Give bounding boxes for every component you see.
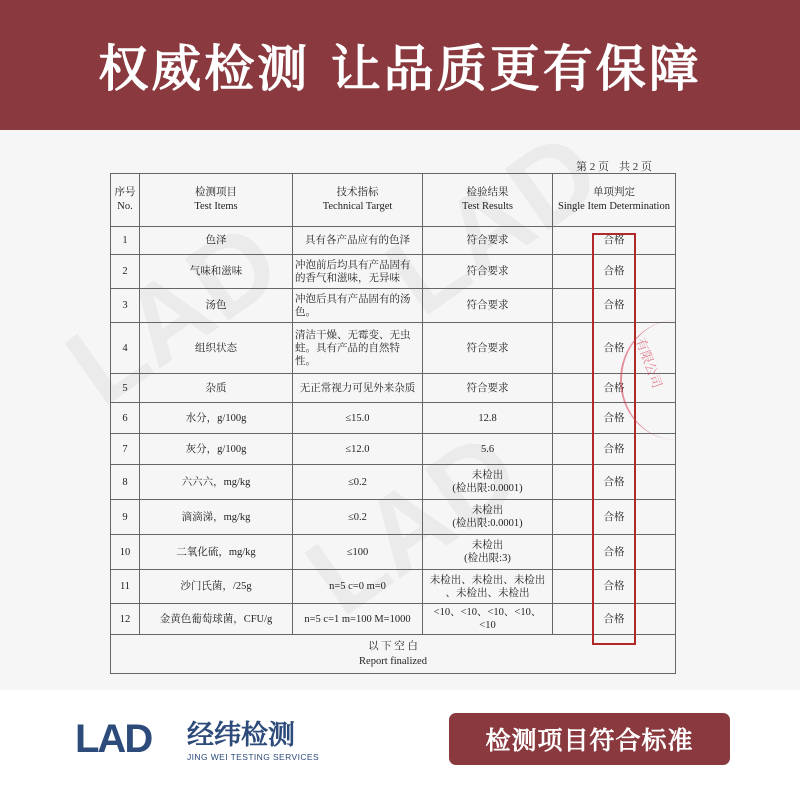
determination: 合格 [553, 403, 676, 434]
table-row [111, 227, 676, 255]
determination: 合格 [553, 227, 676, 255]
table-row [111, 434, 676, 465]
page-current: 第 2 页 [576, 161, 609, 173]
table-row [111, 289, 676, 323]
row-number: 9 [111, 500, 140, 535]
determination: 合格 [553, 570, 676, 604]
table-row [111, 255, 676, 289]
test-item: 滴滴涕，mg/kg [140, 500, 293, 535]
determination: 合格 [553, 289, 676, 323]
test-result: 未检出 (检出限:0.0001) [423, 500, 553, 535]
row-number: 8 [111, 465, 140, 500]
row-number: 12 [111, 604, 140, 635]
test-item: 色泽 [140, 227, 293, 255]
determination: 合格 [553, 434, 676, 465]
determination: 合格 [553, 465, 676, 500]
page-number [576, 158, 652, 174]
test-result: 5.6 [423, 434, 553, 465]
table-row [111, 570, 676, 604]
determination: 合格 [553, 500, 676, 535]
table-footer-row [111, 635, 676, 674]
row-number: 2 [111, 255, 140, 289]
test-item: 灰分，g/100g [140, 434, 293, 465]
determination: 合格 [553, 535, 676, 570]
row-number: 7 [111, 434, 140, 465]
table-row [111, 535, 676, 570]
test-item: 金黄色葡萄球菌，CFU/g [140, 604, 293, 635]
test-item: 水分，g/100g [140, 403, 293, 434]
test-result: 12.8 [423, 403, 553, 434]
header-no: 序号 No. [111, 174, 140, 227]
header-determination: 单项判定 Single Item Determination [553, 174, 676, 227]
header-banner [0, 0, 800, 130]
table-row [111, 374, 676, 403]
row-number: 10 [111, 535, 140, 570]
test-result: 符合要求 [423, 374, 553, 403]
brand-logo [75, 718, 325, 768]
table-row [111, 500, 676, 535]
test-result: 符合要求 [423, 227, 553, 255]
logo-english-name: JING WEI TESTING SERVICES [187, 752, 320, 762]
row-number: 3 [111, 289, 140, 323]
technical-target: 清洁干燥、无霉变、无虫蛀。具有产品的自然特性。 [293, 323, 423, 374]
row-number: 1 [111, 227, 140, 255]
test-item: 组织状态 [140, 323, 293, 374]
header-technical-target: 技术指标 Technical Target [293, 174, 423, 227]
technical-target: 冲泡前后均具有产品固有的香气和滋味，无异味 [293, 255, 423, 289]
technical-target: 无正常视力可见外来杂质 [293, 374, 423, 403]
header-test-results: 检验结果 Test Results [423, 174, 553, 227]
test-item: 汤色 [140, 289, 293, 323]
test-item: 二氧化硫，mg/kg [140, 535, 293, 570]
technical-target: ≤0.2 [293, 500, 423, 535]
table-row [111, 403, 676, 434]
test-result: 未检出 (检出限:3) [423, 535, 553, 570]
test-result: 符合要求 [423, 289, 553, 323]
report-table [110, 173, 676, 674]
technical-target: ≤12.0 [293, 434, 423, 465]
row-number: 11 [111, 570, 140, 604]
determination: 合格 [553, 255, 676, 289]
determination: 合格 [553, 323, 676, 374]
row-number: 5 [111, 374, 140, 403]
table-row [111, 604, 676, 635]
row-number: 4 [111, 323, 140, 374]
conformity-badge [449, 713, 730, 765]
badge-text: 检测项目符合标准 [485, 726, 694, 755]
technical-target: ≤0.2 [293, 465, 423, 500]
determination: 合格 [553, 374, 676, 403]
row-number: 6 [111, 403, 140, 434]
technical-target: 冲泡后具有产品固有的汤色。 [293, 289, 423, 323]
test-result: 未检出 (检出限:0.0001) [423, 465, 553, 500]
header-test-items: 检测项目 Test Items [140, 174, 293, 227]
report-finalized-note: 以 下 空 白 Report finalized [111, 635, 676, 674]
table-header-row [111, 174, 676, 227]
test-result: 符合要求 [423, 255, 553, 289]
table-row [111, 465, 676, 500]
test-result: 符合要求 [423, 323, 553, 374]
company-seal-text: 有限公司 [632, 336, 665, 391]
technical-target: n=5 c=1 m=100 M=1000 [293, 604, 423, 635]
test-item: 气味和滋味 [140, 255, 293, 289]
test-result: 未检出、未检出、未检出 、未检出、未检出 [423, 570, 553, 604]
logo-chinese-name: 经纬检测 [187, 720, 295, 751]
logo-mark: LAD [75, 717, 152, 761]
technical-target: ≤100 [293, 535, 423, 570]
technical-target: 具有各产品应有的色泽 [293, 227, 423, 255]
table-row [111, 323, 676, 374]
banner-title: 权威检测 让品质更有保障 [98, 40, 702, 98]
page-total: 共 2 页 [619, 161, 652, 173]
test-item: 杂质 [140, 374, 293, 403]
determination: 合格 [553, 604, 676, 635]
technical-target: n=5 c=0 m=0 [293, 570, 423, 604]
test-item: 六六六，mg/kg [140, 465, 293, 500]
test-result: <10、<10、<10、<10、 <10 [423, 604, 553, 635]
test-item: 沙门氏菌，/25g [140, 570, 293, 604]
technical-target: ≤15.0 [293, 403, 423, 434]
